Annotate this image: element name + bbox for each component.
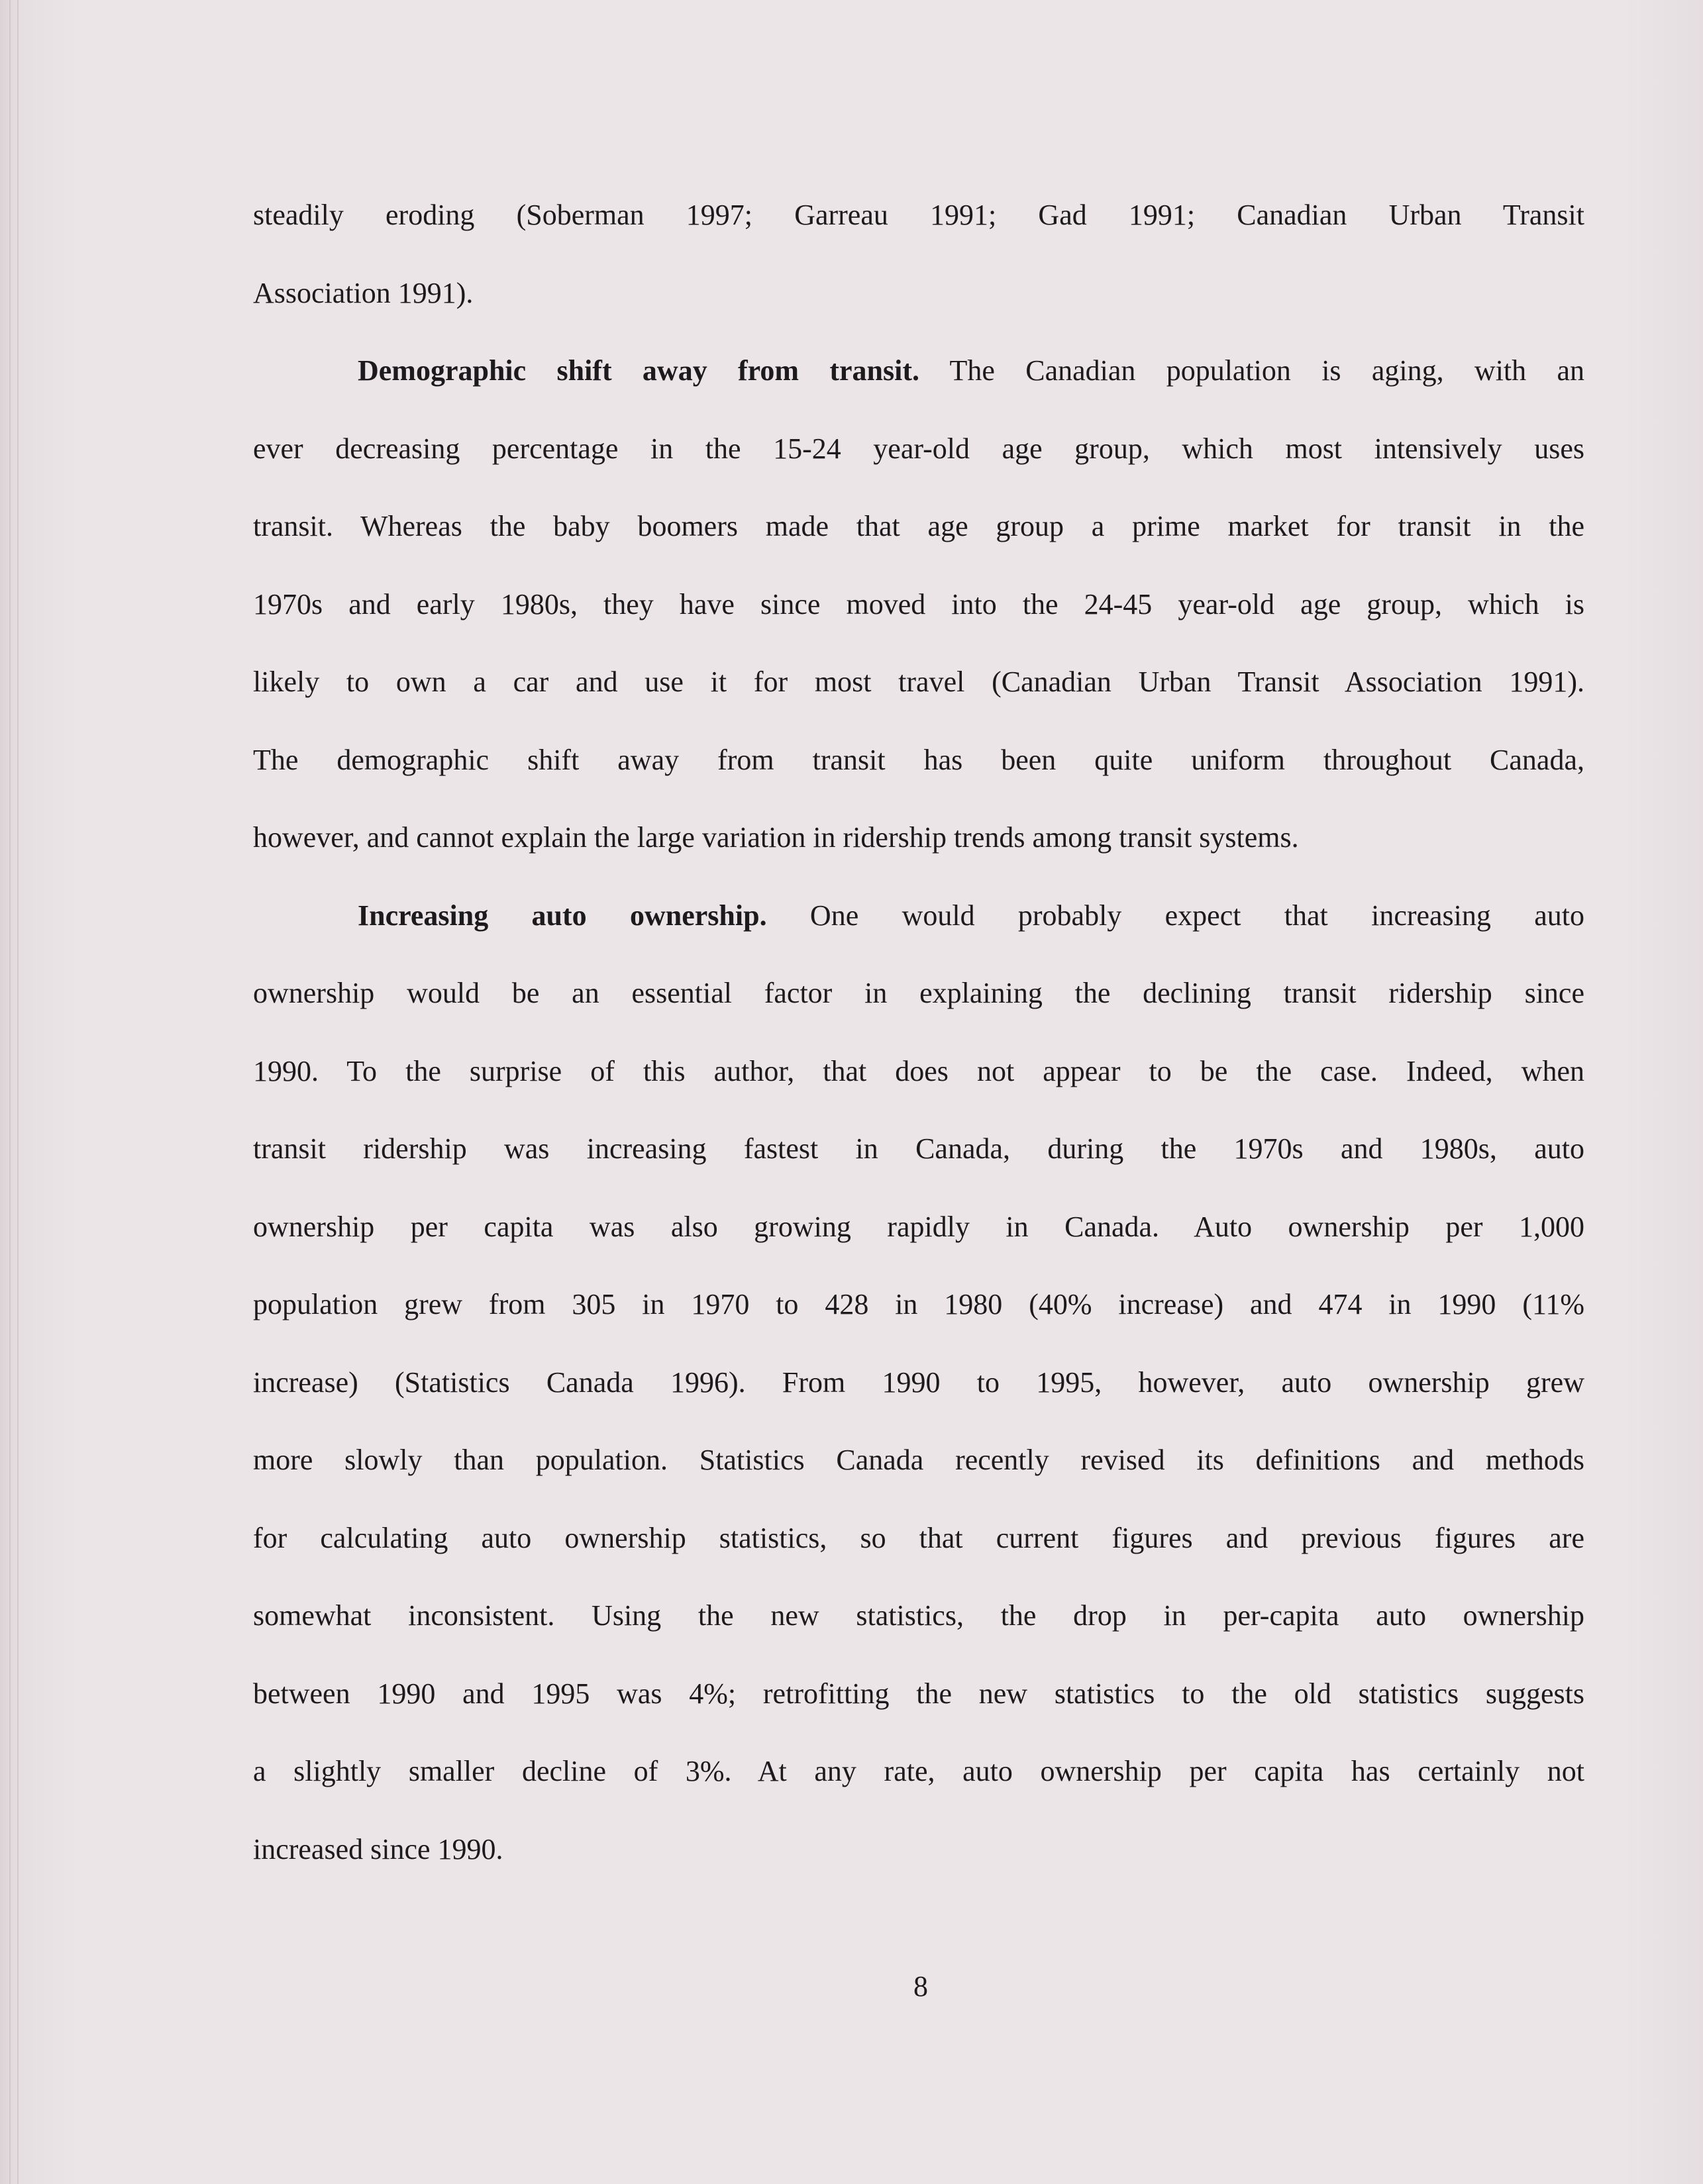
text-line: a slightly smaller decline of 3%. At any rate, auto ownership per capita has certainly not [253, 1755, 1584, 1787]
page-edge-line [9, 0, 11, 2184]
text-line: ever decreasing percentage in the 15-24 year-old age group, which most intensively uses [253, 432, 1584, 465]
text-line: more slowly than population. Statistics Canada recently revised its definitions and methods [253, 1444, 1584, 1476]
text-line: steadily eroding (Soberman 1997; Garreau 1991; Gad 1991; Canadian Urban Transit [253, 199, 1584, 231]
text-line: increased since 1990. [253, 1832, 503, 1865]
text-line: somewhat inconsistent. Using the new statistics, the drop in per-capita auto ownership [253, 1599, 1584, 1632]
text-line: ownership would be an essential factor in explaining the declining transit ridership since [253, 977, 1584, 1009]
section-heading-demographic-shift: Demographic shift away from transit. [358, 354, 919, 387]
text-line-content: One would probably expect that increasing auto [766, 899, 1584, 932]
text-line: however, and cannot explain the large variation in ridership trends among transit systems. [253, 821, 1299, 854]
section-heading-auto-ownership: Increasing auto ownership. [358, 899, 767, 932]
text-line: increase) (Statistics Canada 1996). From 1990 to 1995, however, auto ownership grew [253, 1365, 1584, 1399]
text-line: population grew from 305 in 1970 to 428 in 1980 (40% increase) and 474 in 1990 (11% [253, 1288, 1584, 1320]
text-line-content: The Canadian population is aging, with an [919, 354, 1584, 387]
page-number: 8 [913, 1970, 928, 2003]
text-line: for calculating auto ownership statistics, so that current figures and previous figures are [253, 1521, 1584, 1554]
text-line: between 1990 and 1995 was 4%; retrofitting the new statistics to the old statistics suggests [253, 1677, 1584, 1710]
text-line: ownership per capita was also growing rapidly in Canada. Auto ownership per 1,000 [253, 1210, 1584, 1243]
text-line: 1970s and early 1980s, they have since moved into the 24-45 year-old age group, which is [253, 587, 1584, 620]
text-line: transit ridership was increasing fastest in Canada, during the 1970s and 1980s, auto [253, 1132, 1584, 1165]
text-line: The demographic shift away from transit has been quite uniform throughout Canada, [253, 743, 1584, 776]
page-edge-line [17, 0, 19, 2184]
body-text [253, 185, 1584, 1897]
text-line: Association 1991). [253, 276, 474, 309]
text-line: transit. Whereas the baby boomers made that age group a prime market for transit in the [253, 510, 1584, 542]
text-line: likely to own a car and use it for most travel (Canadian Urban Transit Association 1991). [253, 666, 1584, 698]
text-line [253, 886, 1584, 964]
text-line: 1990. To the surprise of this author, that does not appear to be the case. Indeed, when [253, 1054, 1584, 1087]
text-line [253, 341, 1584, 419]
